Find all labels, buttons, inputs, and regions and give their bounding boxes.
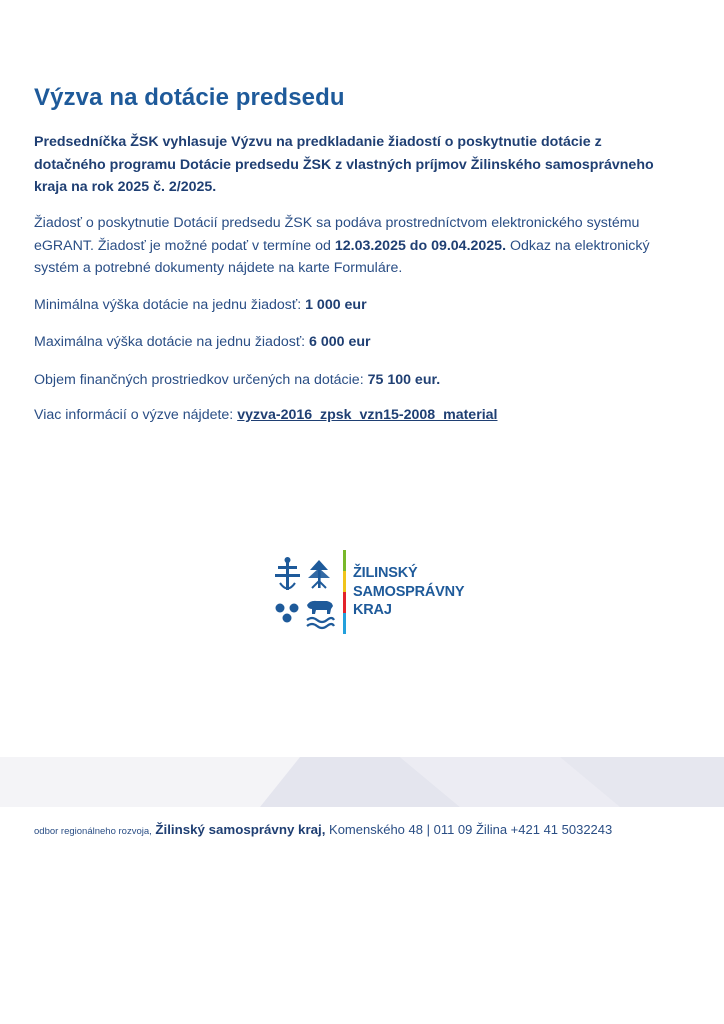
page-title: Výzva na dotácie predsedu	[34, 84, 345, 111]
lead-paragraph: Predsedníčka ŽSK vyhlasuje Výzvu na predkladanie žiadostí o poskytnutie dotácie z dotačného programu Dotácie predsedu ŽSK z vlastných príjmov Žilinského samosprávneho kraja na rok 2025 č. 2/2025.	[34, 134, 654, 195]
logo-wordmark	[353, 564, 464, 620]
footer-band-shapes	[0, 757, 724, 807]
footer-address: Komenského 48 | 011 09 Žilina +421 41 5032243	[329, 822, 613, 837]
intro-text-1: Žiadosť o poskytnutie Dotácií predsedu ŽSK sa podáva prostredníctvom elektronického systému eGRANT. Žiadosť je možné podať v termíne od	[34, 215, 640, 254]
footer-contact	[34, 822, 612, 837]
logo-bar-green	[343, 550, 346, 571]
zsk-logo	[272, 550, 465, 634]
intro-text-2: Odkaz na elektronický systém a potrebné dokumenty nájdete na karte Formuláre.	[34, 237, 650, 276]
total-volume-line	[34, 369, 694, 392]
logo-line-1: ŽILINSKÝ	[353, 565, 418, 581]
more-info-line	[34, 404, 694, 427]
logo-bar-blue	[343, 613, 346, 634]
max-amount-line	[34, 331, 694, 354]
logo-bar-red	[343, 592, 346, 613]
total-volume-value: 75 100 eur.	[367, 372, 441, 388]
min-amount-label: Minimálna výška dotácie na jednu žiadosť:	[34, 297, 306, 313]
coat-of-arms-icon	[272, 550, 336, 634]
min-amount-value: 1 000 eur	[305, 297, 367, 313]
max-amount-value: 6 000 eur	[309, 334, 371, 350]
submission-dates: 12.03.2025 do 09.04.2025.	[334, 237, 507, 254]
total-volume-label: Objem finančných prostriedkov určených na dotácie:	[34, 372, 368, 388]
logo-line-2: SAMOSPRÁVNY	[353, 583, 465, 600]
more-info-label: Viac informácií o výzve nájdete:	[34, 407, 238, 423]
min-amount-line	[34, 294, 694, 317]
footer-organization: Žilinský samosprávny kraj,	[155, 822, 326, 837]
more-info-link[interactable]: vyzva-2016_zpsk_vzn15-2008_material	[237, 407, 498, 423]
intro-paragraph	[34, 212, 694, 280]
footer-band	[0, 757, 724, 807]
logo-line-3: KRAJ	[353, 602, 392, 618]
max-amount-label: Maximálna výška dotácie na jednu žiadosť:	[34, 334, 310, 350]
footer-department: odbor regionálneho rozvoja,	[34, 826, 152, 837]
logo-bar-yellow	[343, 571, 346, 592]
